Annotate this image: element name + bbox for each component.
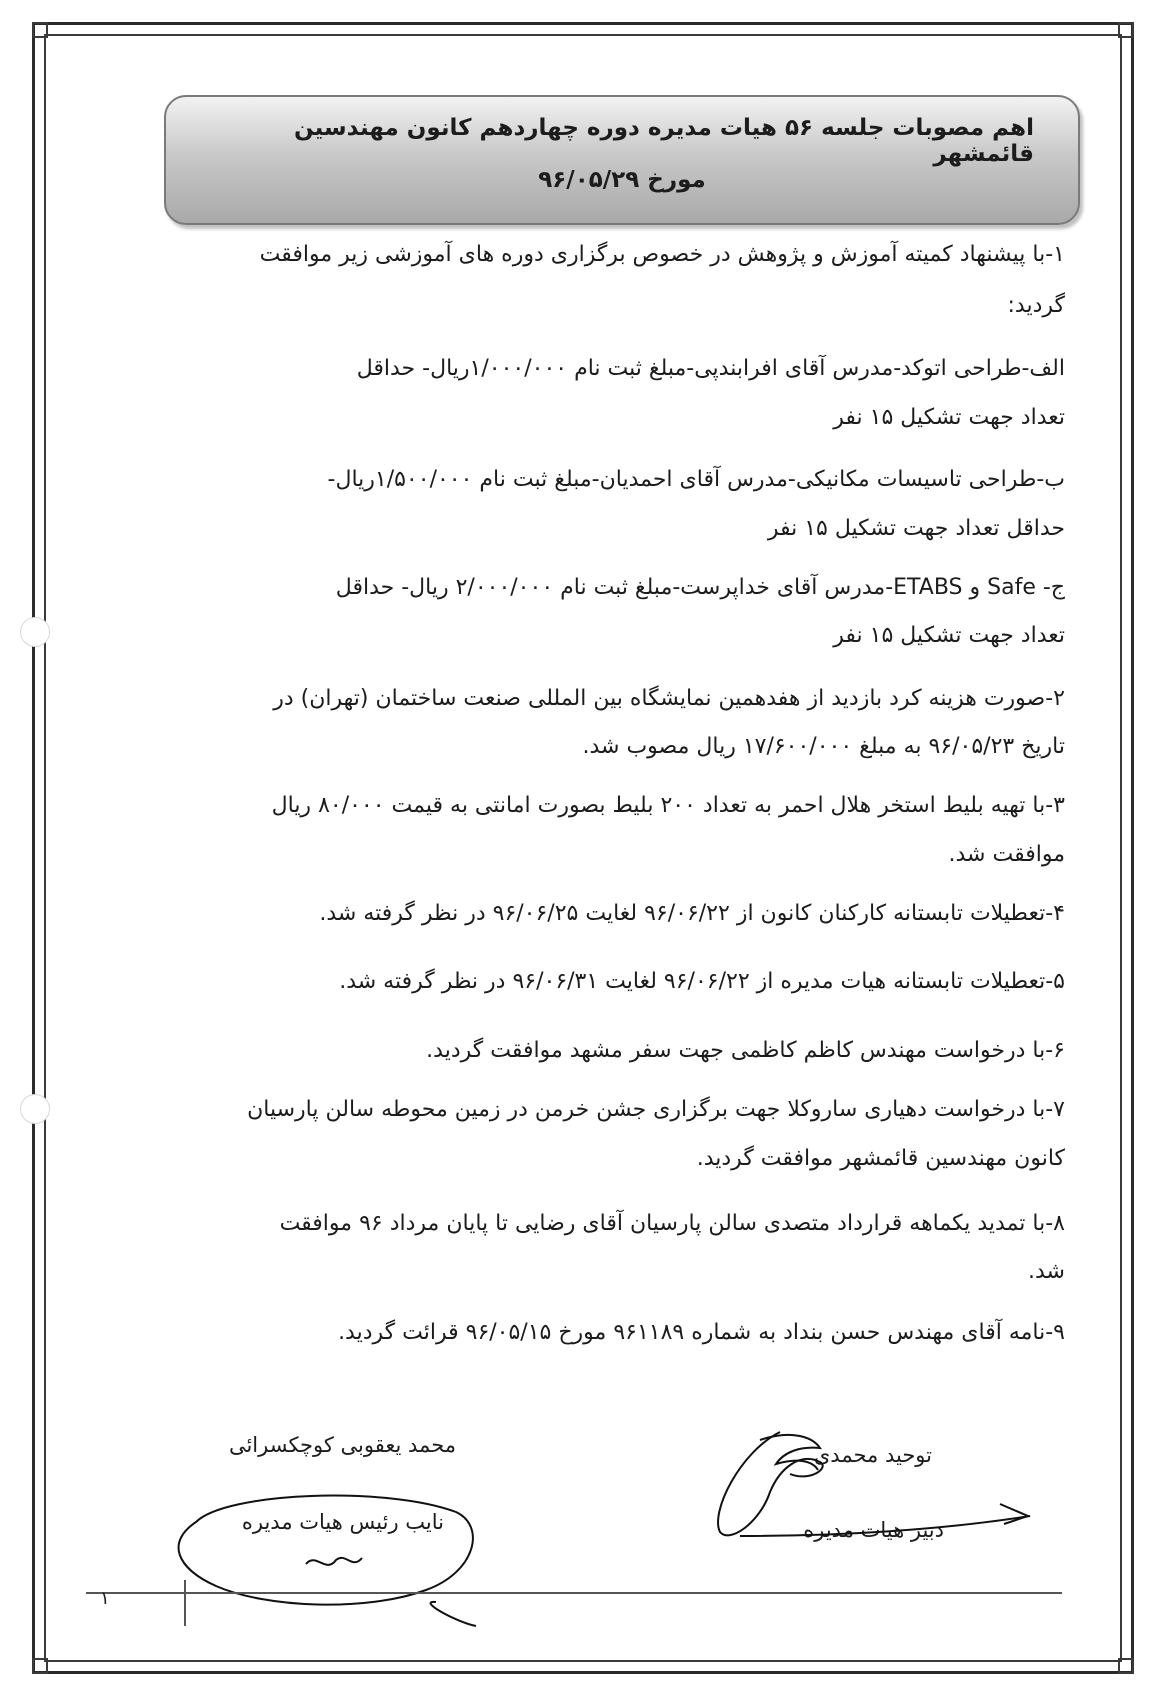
text-line: ۷-با درخواست دهیاری ساروکلا جهت برگزاری جشن خرمن در زمین محوطه سالن پارسیان: [247, 1097, 1065, 1122]
text-line: کانون مهندسین قائمشهر موافقت گردید.: [696, 1146, 1065, 1171]
text-line: تعداد جهت تشکیل ۱۵ نفر: [833, 623, 1065, 648]
text-line: ۹-نامه آقای مهندس حسن بنداد به شماره ۹۶۱۱۸۹ مورخ ۹۶/۰۵/۱۵ قرائت گردید.: [338, 1320, 1065, 1345]
text-line: حداقل تعداد جهت تشکیل ۱۵ نفر: [767, 516, 1065, 541]
text-line: ۸-با تمدید یکماهه قرارداد متصدی سالن پارسیان آقای رضایی تا پایان مرداد ۹۶ موافقت: [279, 1211, 1065, 1236]
border-corner-bl: [32, 1658, 48, 1674]
text-line: ۵-تعطیلات تابستانه هیات مدیره از ۹۶/۰۶/۲۲ لغایت ۹۶/۰۶/۳۱ در نظر گرفته شد.: [339, 969, 1065, 994]
text-line: ۱-با پیشنهاد کمیته آموزش و پژوهش در خصوص برگزاری دوره های آموزشی زیر موافقت: [259, 242, 1065, 267]
text-line: ۶-با درخواست مهندس کاظم کاظمی جهت سفر مشهد موافقت گردید.: [426, 1038, 1065, 1063]
right-signature-scribble: [700, 1412, 1060, 1552]
text-line: الف-طراحی اتوکد-مدرس آقای افرابندپی-مبلغ ثبت نام ۱/۰۰۰/۰۰۰ریال- حداقل: [356, 356, 1065, 381]
signatory-right-role: دبیر هیات مدیره: [803, 1518, 944, 1542]
signatory-left-name: محمد یعقوبی کوچکسرائی: [228, 1433, 456, 1457]
text-line: ب-طراحی تاسیسات مکانیکی-مدرس آقای احمدیان-مبلغ ثبت نام ۱/۵۰۰/۰۰۰ریال-: [327, 467, 1065, 492]
document-title: اهم مصوبات جلسه ۵۶ هیات مدیره دوره چهاردهم کانون مهندسین قائمشهر: [293, 115, 1034, 167]
text-line: ۲-صورت هزینه کرد بازدید از هفدهمین نمایشگاه بین المللی صنعت ساختمان (تهران) در: [273, 686, 1065, 711]
signatory-left-role: نایب رئیس هیات مدیره: [241, 1510, 444, 1534]
text-line: شد.: [1028, 1259, 1065, 1284]
text-line: ج- Safe و ETABS-مدرس آقای خداپرست-مبلغ ثبت نام ۲/۰۰۰/۰۰۰ ریال- حداقل: [335, 575, 1065, 600]
footer-tick: [184, 1580, 186, 1626]
punch-hole-top: [20, 617, 50, 647]
text-line: تاریخ ۹۶/۰۵/۲۳ به مبلغ ۱۷/۶۰۰/۰۰۰ ریال مصوب شد.: [582, 734, 1065, 759]
text-line: تعداد جهت تشکیل ۱۵ نفر: [833, 405, 1065, 430]
border-corner-br: [1118, 1658, 1134, 1674]
punch-hole-bottom: [20, 1094, 50, 1124]
left-signature-scribble: [156, 1482, 476, 1632]
border-corner-tl: [32, 22, 48, 38]
text-line: گردید:: [1007, 293, 1065, 318]
signatory-right-name: توحید محمدی: [813, 1443, 932, 1467]
page-number: ۱: [100, 1588, 110, 1609]
text-line: ۳-با تهیه بلیط استخر هلال احمر به تعداد ۲۰۰ بلیط بصورت امانتی به قیمت ۸۰/۰۰۰ ریال: [271, 793, 1065, 818]
header-banner: [164, 95, 1080, 225]
document-date: مورخ ۹۶/۰۵/۲۹: [538, 167, 706, 193]
border-corner-tr: [1118, 22, 1134, 38]
text-line: موافقت شد.: [948, 842, 1065, 867]
text-line: ۴-تعطیلات تابستانه کارکنان کانون از ۹۶/۰۶/۲۲ لغایت ۹۶/۰۶/۲۵ در نظر گرفته شد.: [319, 901, 1065, 926]
footer-rule: [86, 1592, 1062, 1594]
